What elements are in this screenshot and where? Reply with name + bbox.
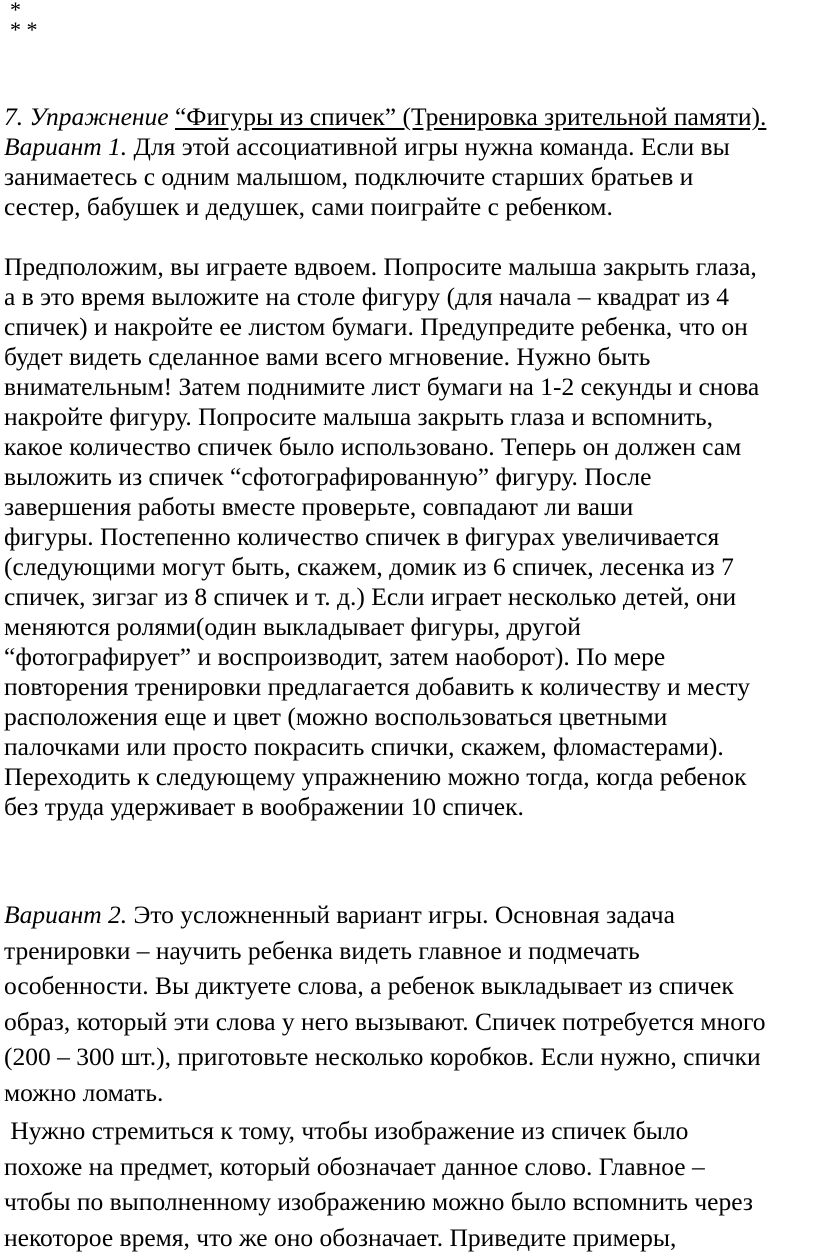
closing-paragraph xyxy=(4,1113,814,1255)
variant1-first-line xyxy=(4,132,814,162)
text-line: будет видеть сделанное вами всего мгновение. Нужно быть xyxy=(4,342,651,371)
text-line: “фотографирует” и воспроизводит, затем наоборот). По мере xyxy=(4,642,666,671)
variant2-label: Вариант 2. xyxy=(4,900,128,929)
exercise-number-label: 7. Упражнение xyxy=(4,102,169,131)
text-line: внимательным! Затем поднимите лист бумаги на 1-2 секунды и снова xyxy=(4,372,760,401)
text-line: без труда удерживает в воображении 10 спичек. xyxy=(4,792,524,821)
variant2-first-line xyxy=(4,897,814,933)
text-line: расположения еще и цвет (можно воспользоваться цветными xyxy=(4,702,668,731)
text-line: повторения тренировки предлагается добавить к количеству и месту xyxy=(4,672,750,701)
text-line: можно ломать. xyxy=(4,1077,164,1107)
text-line: особенности. Вы диктуете слова, а ребенок выкладывает из спичек xyxy=(4,971,734,1000)
text-line: Нужно стремиться к тому, чтобы изображение из спичек было xyxy=(4,1116,689,1145)
text-line: фигуры. Постепенно количество спичек в фигурах увеличивается xyxy=(4,522,720,551)
variant1-label: Вариант 1. xyxy=(4,132,128,161)
text-line: спичек, зигзаг из 8 спичек и т. д.) Если играет несколько детей, они xyxy=(4,582,737,611)
exercise-intro-paragraph xyxy=(4,102,814,222)
instructions-paragraph xyxy=(4,252,814,822)
text-line: сестер, бабушек и дедушек, сами поиграйте с ребенком. xyxy=(4,192,613,221)
text-line: похоже на предмет, который обозначает данное слово. Главное – xyxy=(4,1151,705,1181)
text-line: чтобы по выполненному изображению можно было вспомнить через xyxy=(4,1187,753,1216)
variant2-paragraph xyxy=(4,897,814,1110)
asterisk-line-1: * xyxy=(10,0,21,22)
text-line: Предположим, вы играете вдвоем. Попросите малыша закрыть глаза, xyxy=(4,252,757,281)
variant2-intro-text: Это усложненный вариант игры. Основная задача xyxy=(127,900,675,929)
asterisk-line-2: * * xyxy=(10,17,38,42)
text-line: какое количество спичек было использовано. Теперь он должен сам xyxy=(4,432,742,461)
text-line: меняются ролями(один выкладывает фигуры, другой xyxy=(4,612,581,641)
text-line: выложить из спичек “сфотографированную” фигуру. После xyxy=(4,462,652,491)
text-line: некоторое время, что же оно обозначает. Приведите примеры, xyxy=(4,1222,677,1252)
text-line: тренировки – научить ребенка видеть главное и подмечать xyxy=(4,935,640,965)
text-line: Переходить к следующему упражнению можно тогда, когда ребенок xyxy=(4,762,747,791)
text-line: а в это время выложите на столе фигуру (для начала – квадрат из 4 xyxy=(4,282,729,311)
exercise-heading-line xyxy=(4,102,814,132)
text-line: (200 – 300 шт.), приготовьте несколько коробков. Если нужно, спички xyxy=(4,1042,761,1071)
text-line: образ, который эти слова у него вызывают. Спичек потребуется много xyxy=(4,1006,766,1036)
text-line: (следующими могут быть, скажем, домик из 6 спичек, лесенка из 7 xyxy=(4,552,734,581)
text-line: спичек) и накройте ее листом бумаги. Предупредите ребенка, что он xyxy=(4,312,748,341)
exercise-title: “Фигуры из спичек” (Тренировка зрительной памяти). xyxy=(174,102,767,131)
text-line: накройте фигуру. Попросите малыша закрыть глаза и вспомнить, xyxy=(4,402,714,431)
text-line: завершения работы вместе проверьте, совпадают ли ваши xyxy=(4,492,634,521)
text-line: занимаетесь с одним малышом, подключите старших братьев и xyxy=(4,162,694,191)
variant1-intro-text: Для этой ассоциативной игры нужна команда. Если вы xyxy=(127,132,730,161)
decorative-asterisks xyxy=(10,0,38,40)
text-line: палочками или просто покрасить спички, скажем, фломастерами). xyxy=(4,732,724,761)
